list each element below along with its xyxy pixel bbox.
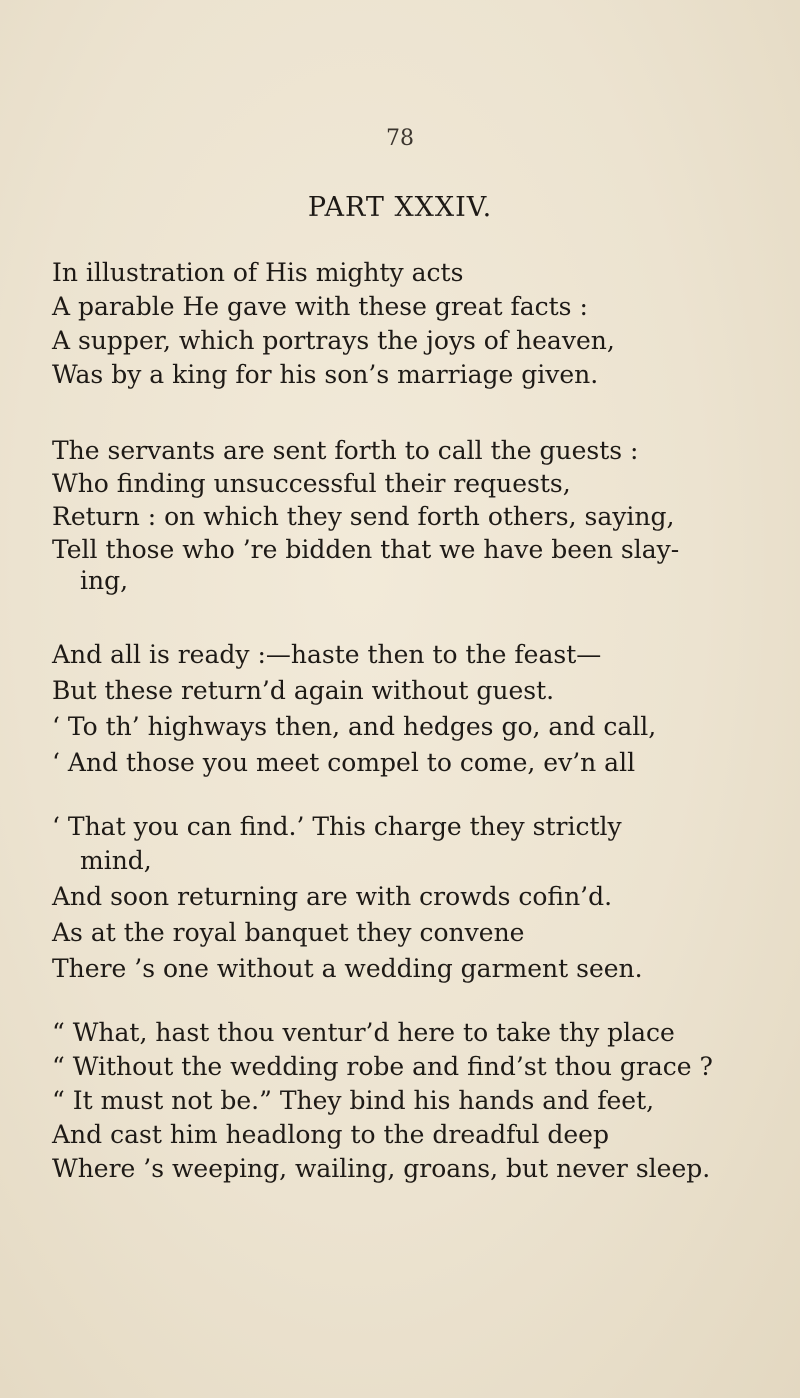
poem-line: Who finding unsuccessful their requests, <box>52 469 571 498</box>
poem-line: But these return’d again without guest. <box>52 676 555 705</box>
poem-line: mind, <box>80 846 152 875</box>
poem-line: A supper, which portrays the joys of heaven, <box>52 326 615 355</box>
poem-line: Where ’s weeping, wailing, groans, but never sleep. <box>52 1154 711 1183</box>
poem-line: Was by a king for his son’s marriage given. <box>52 360 599 389</box>
poem-line: “ What, hast thou ventur’d here to take thy place <box>52 1018 675 1047</box>
poem-line: There ’s one without a wedding garment seen. <box>52 954 643 983</box>
poem-line: Tell those who ’re bidden that we have been slay- <box>52 535 680 564</box>
poem-line: ‘ And those you meet compel to come, ev’n all <box>52 748 636 777</box>
poem-line: And all is ready :—haste then to the feast— <box>52 640 602 669</box>
poem-line: A parable He gave with these great facts : <box>52 292 588 321</box>
poem-line: In illustration of His mighty acts <box>52 258 464 287</box>
poem-line: Return : on which they send forth others, saying, <box>52 502 675 531</box>
poem-line: And cast him headlong to the dreadful deep <box>52 1120 609 1149</box>
poem-line: And soon returning are with crowds cofin’d. <box>52 882 613 911</box>
poem-line: “ It must not be.” They bind his hands and feet, <box>52 1086 655 1115</box>
poem-line: As at the royal banquet they convene <box>52 918 525 947</box>
poem-line: ‘ To th’ highways then, and hedges go, and call, <box>52 712 657 741</box>
part-title: PART XXXIV. <box>307 192 493 223</box>
poem-line: “ Without the wedding robe and find’st thou grace ? <box>52 1052 713 1081</box>
poem-line: ‘ That you can find.’ This charge they strictly <box>52 812 622 841</box>
page-number: 78 <box>386 126 414 151</box>
poem-line: ing, <box>80 566 129 595</box>
poem-line: The servants are sent forth to call the guests : <box>52 436 639 465</box>
